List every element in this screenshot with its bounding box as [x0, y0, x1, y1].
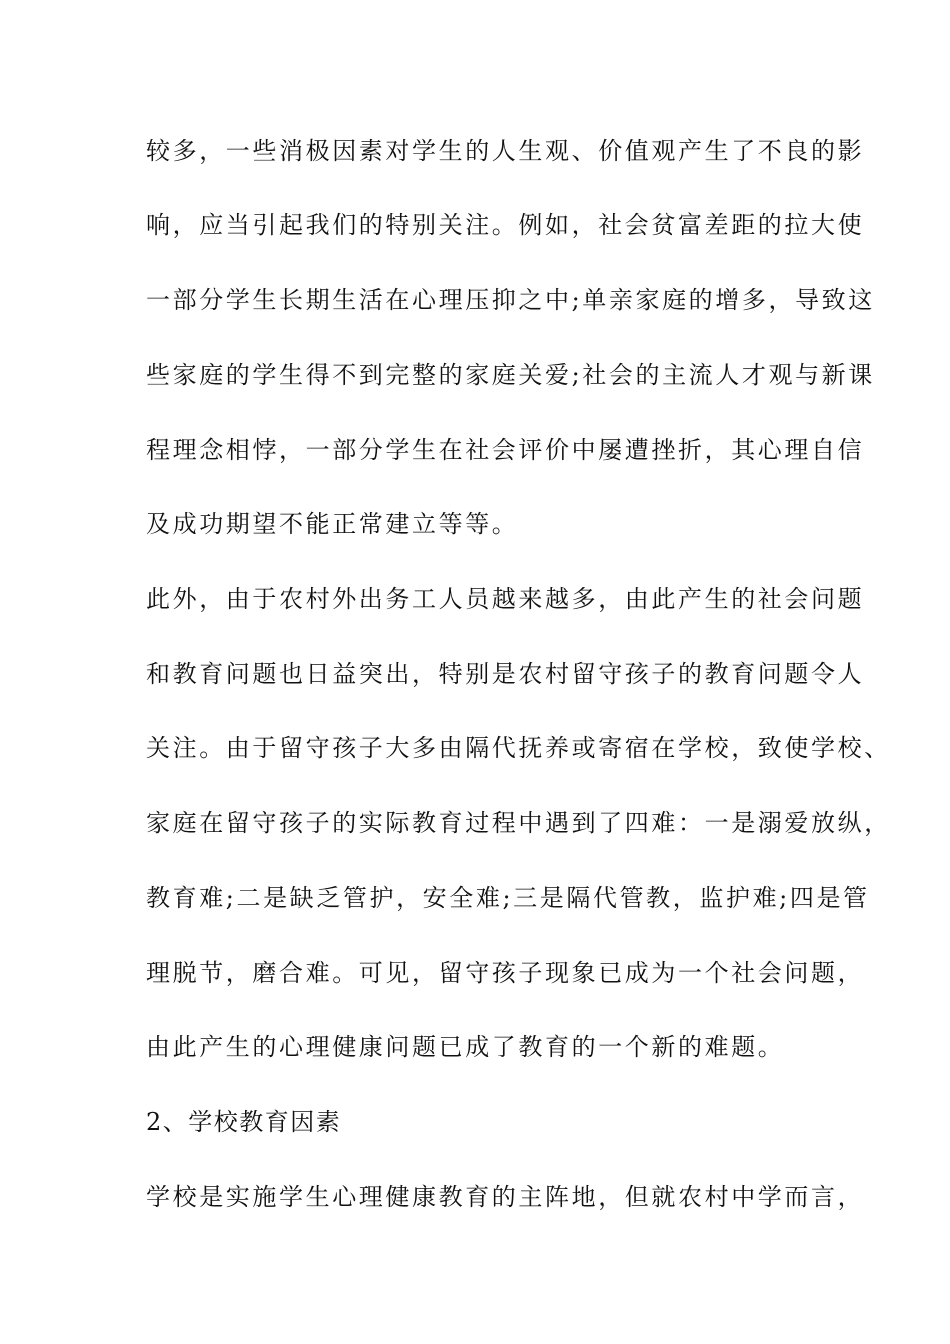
text-line: 程理念相悖，一部分学生在社会评价中屡遭挫折，其心理自信: [146, 436, 865, 464]
text-line: 及成功期望不能正常建立等等。: [146, 510, 519, 538]
text-line: 响，应当引起我们的特别关注。例如，社会贫富差距的拉大使: [146, 211, 865, 239]
text-line: 此外，由于农村外出务工人员越来越多，由此产生的社会问题: [146, 585, 865, 613]
text-line: 由此产生的心理健康问题已成了教育的一个新的难题。: [146, 1033, 785, 1061]
text-line: 学校是实施学生心理健康教育的主阵地，但就农村中学而言，: [146, 1183, 865, 1211]
text-line: 理脱节，磨合难。可见，留守孩子现象已成为一个社会问题，: [146, 959, 865, 987]
text-line: 一部分学生长期生活在心理压抑之中;单亲家庭的增多，导致这: [146, 286, 875, 314]
text-line: 家庭在留守孩子的实际教育过程中遇到了四难：一是溺爱放纵，: [146, 809, 891, 837]
section-heading: 2、学校教育因素: [146, 1108, 342, 1136]
text-line: 较多，一些消极因素对学生的人生观、价值观产生了不良的影: [146, 137, 865, 165]
text-line: 教育难;二是缺乏管护，安全难;三是隔代管教，监护难;四是管: [146, 884, 870, 912]
text-line: 和教育问题也日益突出，特别是农村留守孩子的教育问题令人: [146, 660, 865, 688]
text-line: 些家庭的学生得不到完整的家庭关爱;社会的主流人才观与新课: [146, 361, 875, 389]
text-line: 关注。由于留守孩子大多由隔代抚养或寄宿在学校，致使学校、: [146, 734, 891, 762]
